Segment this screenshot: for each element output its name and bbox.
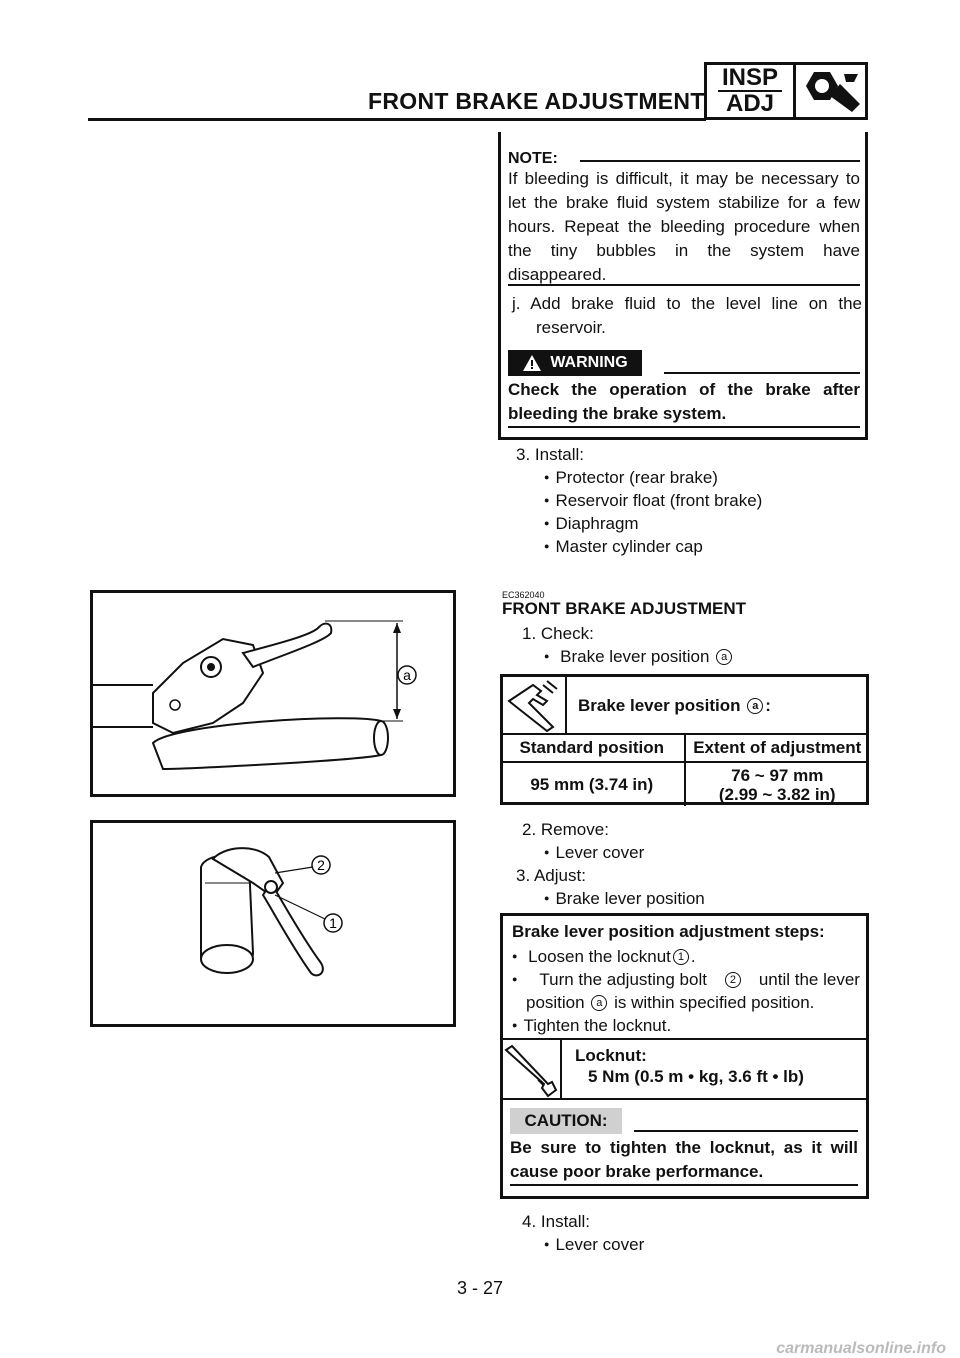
- spec-title-colon: :: [765, 696, 771, 715]
- spec-col-extent: Extent of adjustment: [685, 734, 870, 762]
- install-step-label: 3. Install:: [516, 445, 585, 464]
- step-1: [512, 945, 860, 968]
- warning-label: WARNING: [550, 354, 628, 371]
- torque-value: 5 Nm (0.5 m • kg, 3.6 ft • lb): [588, 1067, 804, 1086]
- install-item: ● Master cylinder cap: [544, 535, 762, 558]
- spec-val-extent: [685, 762, 870, 806]
- step-2-c: position: [526, 993, 585, 1012]
- check-step-label: 1. Check:: [522, 624, 594, 643]
- watermark: carmanualsonline.info: [776, 1340, 946, 1357]
- figure1-label-a: a: [403, 667, 411, 683]
- install-step2-label: 4. Install:: [522, 1212, 591, 1231]
- note-end-rule: [508, 284, 860, 286]
- figure2-label-2: 2: [317, 857, 325, 873]
- spec-table: [500, 674, 869, 805]
- step-j-text: [512, 292, 862, 340]
- remove-item: ● Lever cover: [544, 841, 644, 864]
- torque-wrench-icon: [500, 1040, 562, 1100]
- spec-title: [578, 696, 771, 716]
- ref-a: a: [716, 649, 732, 665]
- step-2-a: ● Turn the adjusting bolt: [539, 970, 707, 989]
- install-item: ● Diaphragm: [544, 512, 762, 535]
- section-badge: [704, 62, 868, 120]
- lever-adjuster-illustration: [93, 823, 453, 1024]
- spec-col-standard: Standard position: [500, 734, 685, 762]
- remove-step-label: 2. Remove:: [522, 820, 609, 839]
- spec-title-text: Brake lever position: [578, 696, 741, 715]
- page-number: 3 - 27: [456, 1278, 504, 1298]
- ref-a: a: [591, 995, 607, 1011]
- install-item: ● Protector (rear brake): [544, 466, 762, 489]
- spec-val-extent-l1: 76 ~ 97 mm: [731, 765, 824, 785]
- step-1-text: Loosen the locknut: [528, 947, 671, 966]
- warning-text: Check the operation of the brake after bleeding the brake system.: [508, 380, 860, 423]
- figure-brake-lever-adjuster: [90, 820, 456, 1027]
- torque-divider: [500, 1098, 869, 1100]
- badge-text: [707, 65, 796, 117]
- install-step2-item: ● Lever cover: [544, 1233, 644, 1256]
- warning-end-rule: [508, 426, 860, 428]
- spec-val-standard: 95 mm (3.74 in): [500, 762, 685, 806]
- adjust-item: ● Brake lever position: [544, 887, 705, 910]
- steps-title: Brake lever position adjustment steps:: [512, 922, 825, 941]
- step-3: ● Tighten the locknut.: [512, 1014, 860, 1037]
- step-2: [512, 968, 860, 991]
- warning-label-rule: [664, 372, 860, 374]
- brake-lever-illustration: [93, 593, 453, 794]
- wrench-nut-icon: [796, 65, 865, 117]
- badge-insp: INSP: [718, 66, 782, 92]
- badge-adj: ADJ: [725, 90, 774, 117]
- header-rule: [88, 118, 706, 121]
- note-label-rule: [580, 160, 860, 162]
- step-1-end: .: [690, 947, 696, 966]
- caution-end-rule: [510, 1184, 858, 1186]
- step-2-cont: [512, 991, 860, 1014]
- check-item: [544, 645, 734, 668]
- figure2-label-1: 1: [329, 915, 337, 931]
- ref-1: 1: [673, 949, 689, 965]
- warning-triangle-icon: [522, 354, 542, 372]
- section-code: EC362040: [502, 590, 545, 600]
- step-2-b: until the lever: [758, 970, 860, 989]
- caution-text: Be sure to tighten the locknut, as it will cause poor brake performance.: [510, 1138, 858, 1181]
- note-label: NOTE:: [508, 150, 558, 167]
- spec-val-extent-l2: (2.99 ~ 3.82 in): [718, 784, 836, 804]
- step-2-d: is within specified position.: [614, 993, 815, 1012]
- page-header-title: FRONT BRAKE ADJUSTMENT: [368, 88, 705, 114]
- caution-badge: CAUTION:: [510, 1108, 622, 1134]
- warning-badge: [508, 350, 642, 376]
- torque-label: Locknut:: [575, 1046, 647, 1065]
- caliper-icon: [503, 677, 567, 735]
- adjust-step-label: 3. Adjust:: [516, 866, 586, 885]
- check-item-text: Brake lever position: [560, 647, 710, 666]
- ref-a: a: [747, 698, 763, 714]
- install-item: ● Reservoir float (front brake): [544, 489, 762, 512]
- note-text: If bleeding is difficult, it may be necessary to let the brake fluid system stabilize for a few hours. Repeat the bleeding procedure when the tiny bubbles in the system have disappeared.: [508, 169, 860, 284]
- spec-grid: [500, 733, 869, 806]
- steps-list: [512, 945, 860, 1037]
- caution-label-rule: [634, 1130, 858, 1132]
- figure-brake-lever-position: [90, 590, 456, 797]
- install-list: [544, 466, 762, 558]
- ref-2: 2: [725, 972, 741, 988]
- section-title: FRONT BRAKE ADJUSTMENT: [502, 599, 746, 618]
- step-j: j. Add brake fluid to the level line on the reservoir.: [512, 294, 862, 337]
